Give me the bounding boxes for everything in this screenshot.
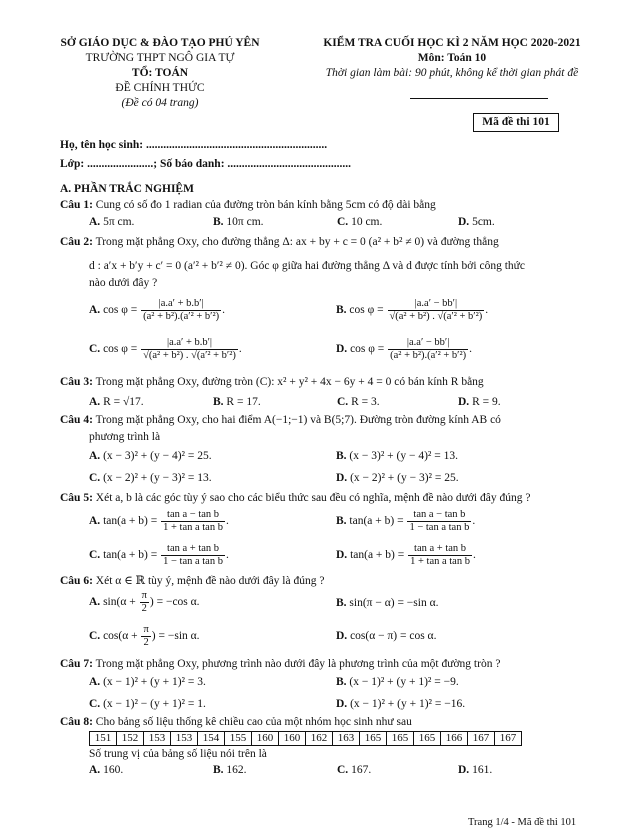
question-8-line2: Số trung vị của bảng số liệu nói trên là — [89, 748, 267, 760]
q5-d-fraction: $\frac{\text{tan a + tan b}}{\text{1 + tan a tan b}}$ — [410, 543, 470, 567]
table-row — [90, 732, 522, 746]
q1-option-b[interactable]: B. 10π cm. — [213, 216, 264, 228]
school-name: TRƯỜNG THPT NGÔ GIA TỰ — [85, 52, 235, 64]
question-4-line2: phương trình là — [89, 431, 161, 443]
subject: Môn: Toán 10 — [417, 52, 487, 64]
q7-option-d[interactable]: D. (x − 1)² + (y + 1)² = −16. — [336, 698, 466, 710]
q6-option-a[interactable]: A. sin(α + $\frac{\pi}{2}$ ) = −cos α. — [89, 590, 200, 614]
q5-b-fraction: $\frac{\text{tan a − tan b}}{\text{1 − tan a tan b}}$ — [409, 509, 470, 533]
q1-option-a[interactable]: A. 5π cm. — [89, 216, 135, 228]
q5-c-fraction: $\frac{\text{tan a + tan b}}{\text{1 − tan a tan b}}$ — [163, 543, 223, 567]
q8-option-d[interactable]: D. 161. — [458, 764, 493, 776]
q2-b-fraction: $\frac{|a.a' - bb'|}{\text{√(a² + b²) . √(a′² + b′²)}}$ — [389, 298, 483, 322]
q7-option-b[interactable]: B. (x − 1)² + (y + 1)² = −9. — [336, 676, 459, 688]
q4-option-d[interactable]: D. (x − 2)² + (y − 3)² = 25. — [336, 472, 459, 484]
table-cell: 166 — [441, 732, 468, 746]
time-allowed: Thời gian làm bài: 90 phút, không kể thời gian phát đề — [325, 67, 579, 79]
q6-option-d[interactable]: D. cos(α − π) = cos α. — [336, 630, 437, 642]
question-3: Câu 3: Trong mặt phẳng Oxy, đường tròn (C): x² + y² + 4x − 6y + 4 = 0 có bán kính R bằng — [60, 376, 484, 388]
q8-option-a[interactable]: A. 160. — [89, 764, 124, 776]
q2-a-fraction: $\frac{|a.a' + b.b'|}{\text{(a² + b²).(a′² + b′²)}}$ — [143, 298, 220, 322]
table-cell: 152 — [117, 732, 144, 746]
q6-c-fraction: $\frac{\pi}{2}$ — [143, 624, 149, 648]
q2-option-b[interactable]: B. cos φ = $\frac{|a.a' - bb'|}{\text{√(a² + b²) . √(a′² + b′²)}}$ . — [336, 298, 489, 322]
student-name-line: Họ, tên học sinh: ............................................................... — [60, 139, 328, 151]
q1-option-c[interactable]: C. 10 cm. — [337, 216, 383, 228]
q6-option-b[interactable]: B. sin(π − α) = −sin α. — [336, 597, 439, 609]
table-cell: 167 — [468, 732, 495, 746]
official-label: ĐỀ CHÍNH THỨC — [115, 82, 205, 94]
question-2-line2: d : a′x + b′y + c′ = 0 (a′² + b′² ≠ 0). Góc φ giữa hai đường thẳng Δ và d được tính bởi công thức — [89, 260, 525, 272]
table-cell: 165 — [360, 732, 387, 746]
table-cell: 160 — [252, 732, 279, 746]
q4-option-b[interactable]: B. (x − 3)² + (y − 4)² = 13. — [336, 450, 458, 462]
q3-option-d[interactable]: D. R = 9. — [458, 396, 501, 408]
department: SỞ GIÁO DỤC & ĐÀO TẠO PHÚ YÊN — [60, 37, 260, 49]
q3-option-a[interactable]: A. R = √17. — [89, 396, 144, 408]
q2-option-d[interactable]: D. cos φ = $\frac{|a.a' - bb'|}{\text{(a² + b²).(a′² + b′²)}}$ . — [336, 337, 472, 361]
q6-option-c[interactable]: C. cos(α + $\frac{\pi}{2}$ ) = −sin α. — [89, 624, 200, 648]
exam-title: KIỂM TRA CUỐI HỌC KÌ 2 NĂM HỌC 2020-2021 — [323, 37, 581, 49]
student-class-line: Lớp: .......................; Số báo danh: ........................................... — [60, 158, 352, 170]
q7-option-c[interactable]: C. (x − 1)² − (y + 1)² = 1. — [89, 698, 206, 710]
table-cell: 163 — [333, 732, 360, 746]
page-footer: Trang 1/4 - Mã đề thi 101 — [468, 817, 577, 828]
table-cell: 160 — [279, 732, 306, 746]
q3-option-b[interactable]: B. R = 17. — [213, 396, 261, 408]
q2-option-c[interactable]: C. cos φ = $\frac{|a.a' + b.b'|}{\text{√(a² + b²) . √(a′² + b′²)}}$ . — [89, 337, 242, 361]
q8-option-c[interactable]: C. 167. — [337, 764, 372, 776]
table-cell: 165 — [387, 732, 414, 746]
table-cell: 155 — [225, 732, 252, 746]
q1-option-d[interactable]: D. 5cm. — [458, 216, 495, 228]
q5-option-d[interactable]: D. tan(a + b) = $\frac{\text{tan a + tan b}}{\text{1 + tan a tan b}}$ . — [336, 543, 476, 567]
team-name: TỔ: TOÁN — [131, 67, 189, 79]
table-cell: 165 — [414, 732, 441, 746]
divider-line — [410, 98, 548, 99]
q2-d-fraction: $\frac{|a.a' - bb'|}{\text{(a² + b²).(a′² + b′²)}}$ — [390, 337, 467, 361]
question-2: Câu 2: Trong mặt phẳng Oxy, cho đường thẳng Δ: ax + by + c = 0 (a² + b² ≠ 0) và đường thẳng — [60, 236, 499, 248]
q4-option-a[interactable]: A. (x − 3)² + (y − 4)² = 25. — [89, 450, 212, 462]
q8-option-b[interactable]: B. 162. — [213, 764, 247, 776]
q2-c-fraction: $\frac{|a.a' + b.b'|}{\text{√(a² + b²) . √(a′² + b′²)}}$ — [143, 337, 236, 361]
table-cell: 154 — [198, 732, 225, 746]
q5-option-c[interactable]: C. tan(a + b) = $\frac{\text{tan a + tan b}}{\text{1 − tan a tan b}}$ . — [89, 543, 229, 567]
q6-a-fraction: $\frac{\pi}{2}$ — [141, 590, 147, 614]
question-4: Câu 4: Trong mặt phẳng Oxy, cho hai điểm A(−1;−1) và B(5;7). Đường tròn đường kính AB có — [60, 414, 501, 426]
header-left — [40, 36, 280, 111]
table-cell: 151 — [90, 732, 117, 746]
q4-option-c[interactable]: C. (x − 2)² + (y − 3)² = 13. — [89, 472, 212, 484]
question-5: Câu 5: Xét a, b là các góc tùy ý sao cho các biểu thức sau đều có nghĩa, mệnh đề nào dưới đây đúng ? — [60, 492, 531, 504]
question-6: Câu 6: Xét α ∈ ℝ tùy ý, mệnh đề nào dưới đây là đúng ? — [60, 575, 325, 587]
height-data-table — [89, 731, 522, 746]
table-cell: 153 — [171, 732, 198, 746]
q7-option-a[interactable]: A. (x − 1)² + (y + 1)² = 3. — [89, 676, 206, 688]
q2-option-a[interactable]: A. cos φ = $\frac{|a.a' + b.b'|}{\text{(a² + b²).(a′² + b′²)}}$ . — [89, 298, 225, 322]
header-right — [286, 36, 618, 81]
table-cell: 153 — [144, 732, 171, 746]
section-title: A. PHẦN TRẮC NGHIỆM — [60, 183, 194, 195]
page-count: (Đề có 04 trang) — [121, 97, 199, 109]
table-cell: 167 — [495, 732, 522, 746]
question-1: Câu 1: Cung có số đo 1 radian của đường tròn bán kính bằng 5cm có độ dài bằng — [60, 199, 436, 211]
q5-a-fraction: $\frac{\text{tan a − tan b}}{\text{1 + tan a tan b}}$ — [163, 509, 223, 533]
exam-code-box: Mã đề thi 101 — [473, 113, 559, 132]
q5-option-b[interactable]: B. tan(a + b) = $\frac{\text{tan a − tan b}}{\text{1 − tan a tan b}}$ . — [336, 509, 476, 533]
question-7: Câu 7: Trong mặt phẳng Oxy, phương trình nào dưới đây là phương trình của một đường tròn ? — [60, 658, 501, 670]
q3-option-c[interactable]: C. R = 3. — [337, 396, 380, 408]
q5-option-a[interactable]: A. tan(a + b) = $\frac{\text{tan a − tan b}}{\text{1 + tan a tan b}}$ . — [89, 509, 229, 533]
table-cell: 162 — [306, 732, 333, 746]
question-8: Câu 8: Cho bảng số liệu thống kê chiều cao của một nhóm học sinh như sau — [60, 716, 412, 728]
question-2-line3: nào dưới đây ? — [89, 277, 158, 289]
